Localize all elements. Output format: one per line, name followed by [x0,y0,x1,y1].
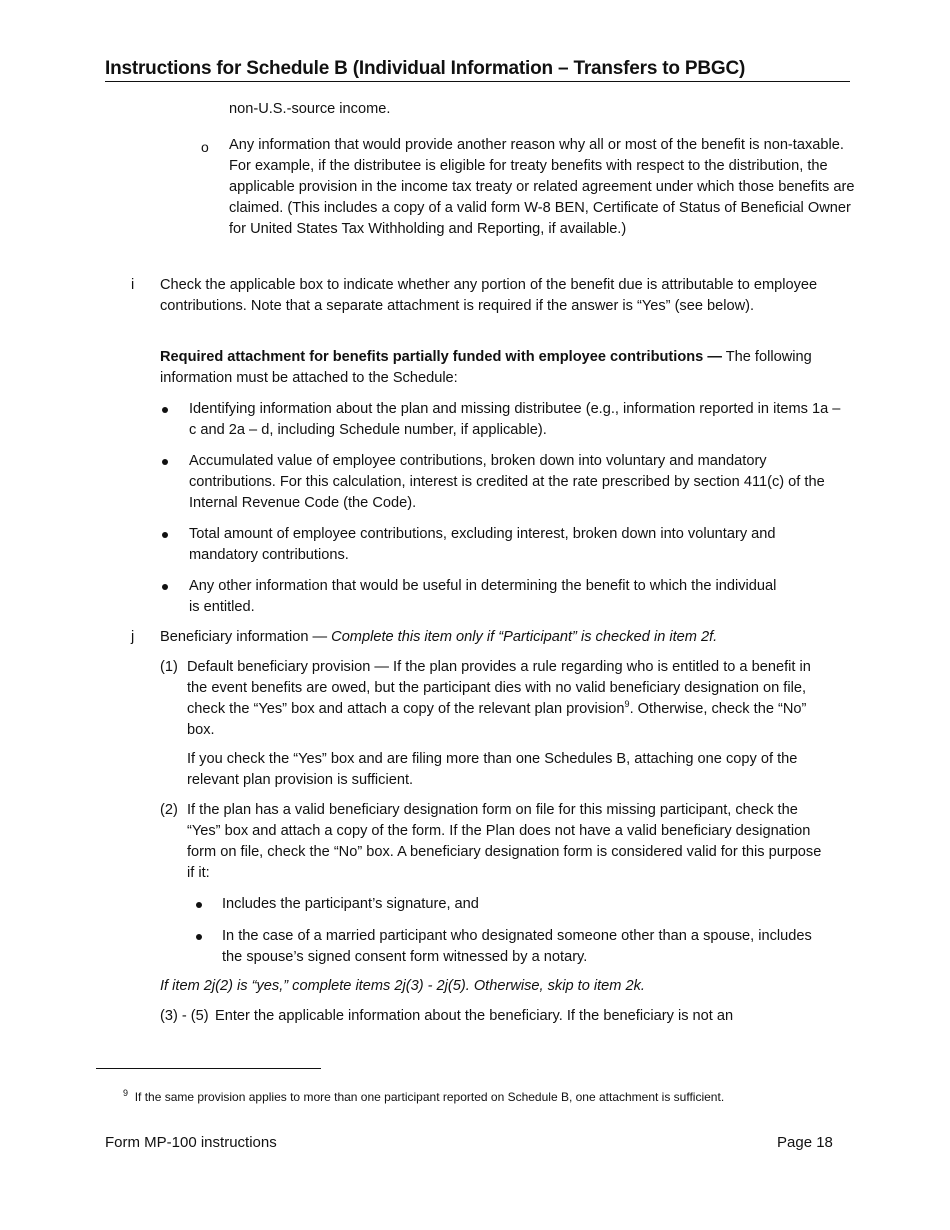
list-item: Includes the participant’s signature, and [222,896,479,912]
footer-form-name: Form MP-100 instructions [105,1134,277,1151]
footnote-ref: 9 [624,699,630,710]
footnote-number: 9 [123,1088,129,1098]
item-i-marker: i [131,277,135,293]
item-j-lead [160,627,850,648]
attachment-intro: The following information must be attached to the Schedule: [160,349,812,386]
bullet-icon [196,934,202,940]
bullet-icon [162,532,168,538]
page-title: Instructions for Schedule B (Individual Information – Transfers to PBGC) [105,58,850,82]
bullet-icon [196,902,202,908]
sub1-text: Default beneficiary provision — If the plan provides a rule regarding who is entitled to a benefit in the event benefits are owed, but the participant dies with no valid beneficiary designation on file, check the “Yes” box and attach a copy of the relevant plan provision [187,659,811,717]
sub1-paragraph [187,657,817,741]
item-j-lead-text: Beneficiary information — [160,629,332,645]
item-j-marker: j [131,629,135,645]
sub2-label: (2) [160,802,178,818]
sub3-text: Enter the applicable information about the beneficiary. If the beneficiary is not an [215,1008,734,1024]
list-item: Total amount of employee contributions, excluding interest, broken down into voluntary and mandatory contributions. [189,526,776,563]
list-item: In the case of a married participant who designated someone other than a spouse, includes the spouse’s signed consent form witnessed by a notary. [222,928,812,965]
sub-bullet-marker: o [201,139,209,155]
list-item: Any other information that would be useful in determining the benefit to which the individual is entitled. [189,578,777,615]
list-item: Identifying information about the plan and missing distributee (e.g., information reported in items 1a – c and 2a – d, including Schedule number, if applicable). [189,401,841,438]
attachment-paragraph [160,347,840,389]
footer-page-number: Page 18 [777,1134,833,1151]
sub3-label: (3) - (5) [160,1008,209,1024]
bullet-icon [162,407,168,413]
bullet-icon [162,459,168,465]
skip-note [160,976,850,997]
sub1-tail: . Otherwise, check the “No” box. [187,701,807,738]
list-item: Accumulated value of employee contributions, broken down into voluntary and mandatory contributions. For this calculation, interest is credited at the rate prescribed by section 411(c) of the Internal Revenue Code (the Code). [189,453,825,511]
attachment-heading: Required attachment for benefits partially funded with employee contributions — [160,349,722,365]
footnote-text: If the same provision applies to more than one participant reported on Schedule B, one attachment is sufficient. [134,1090,725,1104]
sub-bullet-text: Any information that would provide another reason why all or most of the benefit is non-taxable. For example, if the distributee is eligible for treaty benefits with respect to the distribution, the applicable provision in the income tax treaty or related agreement under which those benefits are claimed. (This includes a copy of a valid form W-8 BEN, Certificate of Status of Beneficial Owner for United States Tax Withholding and Reporting, if available.) [229,137,855,237]
item-j-lead-italic: Complete this item only if “Participant” is checked in item 2f. [331,629,718,645]
skip-note-text: If item 2j(2) is “yes,” complete items 2j(3) - 2j(5). Otherwise, skip to item 2k. [160,978,645,994]
sub1-note: If you check the “Yes” box and are filing more than one Schedules B, attaching one copy of the relevant plan provision is sufficient. [187,751,798,788]
sub2-text: If the plan has a valid beneficiary designation form on file for this missing participant, check the “Yes” box and attach a copy of the form. If the Plan does not have a valid beneficiary designation form on file, check the “No” box. A beneficiary designation form is considered valid for this purpose if it: [187,802,822,881]
footnote [123,1088,724,1106]
footnote-divider [96,1068,321,1069]
bullet-icon [162,584,168,590]
sub1-label: (1) [160,659,178,675]
continuation-text: non-U.S.-source income. [229,101,391,117]
item-i-text: Check the applicable box to indicate whether any portion of the benefit due is attributable to employee contributions. Note that a separate attachment is required if the answer is “Yes” (see below). [160,277,818,314]
